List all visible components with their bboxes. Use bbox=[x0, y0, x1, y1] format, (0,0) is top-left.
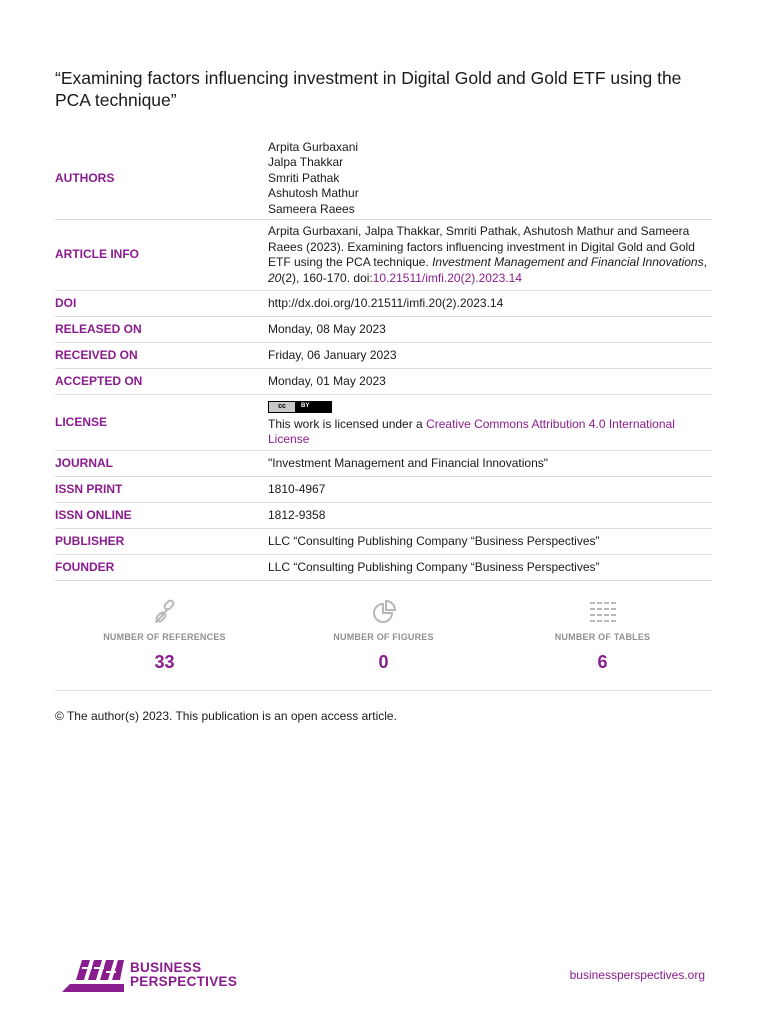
figures-label: NUMBER OF FIGURES bbox=[333, 632, 434, 642]
accepted-row bbox=[55, 369, 712, 395]
article-info-table bbox=[55, 138, 712, 581]
cc-badge-by: BY bbox=[301, 403, 310, 410]
founder-label: FOUNDER bbox=[55, 559, 115, 574]
figures-value: 0 bbox=[378, 652, 389, 672]
tables-value: 6 bbox=[597, 652, 608, 672]
license-value bbox=[268, 395, 712, 450]
issn-online-row bbox=[55, 503, 712, 529]
founder-value: LLC “Consulting Publishing Company “Business Perspectives” bbox=[268, 559, 600, 574]
article-info-label: ARTICLE INFO bbox=[55, 247, 139, 262]
pie-chart-icon bbox=[370, 598, 398, 626]
figures-stat bbox=[274, 598, 493, 690]
cc-by-badge-icon[interactable] bbox=[268, 401, 332, 413]
logo-mark-icon bbox=[62, 958, 124, 992]
references-label: NUMBER OF REFERENCES bbox=[103, 632, 226, 642]
released-label: RELEASED ON bbox=[55, 321, 142, 336]
doi-value[interactable]: http://dx.doi.org/10.21511/imfi.20(2).2023.14 bbox=[268, 295, 504, 310]
website-link[interactable]: businessperspectives.org bbox=[569, 968, 705, 982]
article-info-row bbox=[55, 220, 712, 291]
references-stat bbox=[55, 598, 274, 690]
accepted-value: Monday, 01 May 2023 bbox=[268, 373, 386, 388]
doi-row bbox=[55, 291, 712, 317]
license-label: LICENSE bbox=[55, 414, 108, 429]
received-value: Friday, 06 January 2023 bbox=[268, 347, 397, 362]
cc-badge-left bbox=[269, 402, 295, 412]
link-icon bbox=[151, 598, 179, 626]
references-value: 33 bbox=[154, 652, 175, 672]
founder-row bbox=[55, 555, 712, 581]
citation-pages: (2), 160-170. doi: bbox=[281, 270, 373, 285]
license-text: This work is licensed under a bbox=[268, 416, 427, 431]
publisher-value: LLC “Consulting Publishing Company “Business Perspectives” bbox=[268, 533, 600, 548]
license-link[interactable]: Creative Commons Attribution 4.0 International License bbox=[268, 416, 675, 447]
citation-doi-link[interactable]: 10.21511/imfi.20(2).2023.14 bbox=[372, 270, 522, 285]
authors-row bbox=[55, 138, 712, 220]
authors-list bbox=[268, 138, 712, 220]
article-citation bbox=[268, 222, 712, 288]
released-value: Monday, 08 May 2023 bbox=[268, 321, 386, 336]
publisher-label: PUBLISHER bbox=[55, 533, 125, 548]
page-title: “Examining factors influencing investment in Digital Gold and Gold ETF using the PCA technique” bbox=[55, 68, 682, 110]
journal-value: "Investment Management and Financial Innovations" bbox=[268, 455, 549, 470]
citation-volume: 20 bbox=[268, 270, 282, 285]
logo-line-2: PERSPECTIVES bbox=[130, 974, 238, 989]
license-row bbox=[55, 395, 712, 451]
accepted-label: ACCEPTED ON bbox=[55, 373, 143, 388]
released-row bbox=[55, 317, 712, 343]
cc-badge-cc: cc bbox=[278, 403, 286, 411]
received-label: RECEIVED ON bbox=[55, 347, 138, 362]
logo-text bbox=[130, 961, 237, 989]
copyright-notice: © The author(s) 2023. This publication is an open access article. bbox=[55, 709, 397, 723]
issn-online-label: ISSN ONLINE bbox=[55, 507, 132, 522]
issn-print-label: ISSN PRINT bbox=[55, 481, 123, 496]
author-name: Sameera Raees bbox=[268, 201, 355, 216]
doi-label: DOI bbox=[55, 295, 77, 310]
citation-journal: Investment Management and Financial Innovations bbox=[432, 255, 704, 269]
tables-label: NUMBER OF TABLES bbox=[554, 632, 651, 642]
journal-label: JOURNAL bbox=[55, 455, 114, 470]
license-text-wrap bbox=[268, 417, 712, 448]
logo-line-1: BUSINESS bbox=[130, 960, 202, 975]
author-name: Jalpa Thakkar bbox=[268, 155, 344, 170]
issn-print-value: 1810-4967 bbox=[268, 481, 326, 496]
author-name: Smriti Pathak bbox=[268, 170, 340, 185]
author-name: Ashutosh Mathur bbox=[268, 186, 359, 201]
publisher-row bbox=[55, 529, 712, 555]
author-name: Arpita Gurbaxani bbox=[268, 139, 359, 154]
citation-sep: , bbox=[703, 255, 707, 269]
stats-section bbox=[55, 598, 712, 691]
table-icon bbox=[589, 598, 617, 626]
authors-label: AUTHORS bbox=[55, 170, 115, 185]
issn-print-row bbox=[55, 477, 712, 503]
tables-stat bbox=[493, 598, 712, 690]
business-perspectives-logo[interactable] bbox=[62, 958, 237, 992]
received-row bbox=[55, 343, 712, 369]
journal-row bbox=[55, 451, 712, 477]
issn-online-value: 1812-9358 bbox=[268, 507, 326, 522]
citation-text: Arpita Gurbaxani, Jalpa Thakkar, Smriti Pathak, Ashutosh Mathur and Sameera Raees (2023). Examining factors influencing investment in Digital Gold and Gold ETF using the PCA technique. bbox=[268, 224, 695, 269]
